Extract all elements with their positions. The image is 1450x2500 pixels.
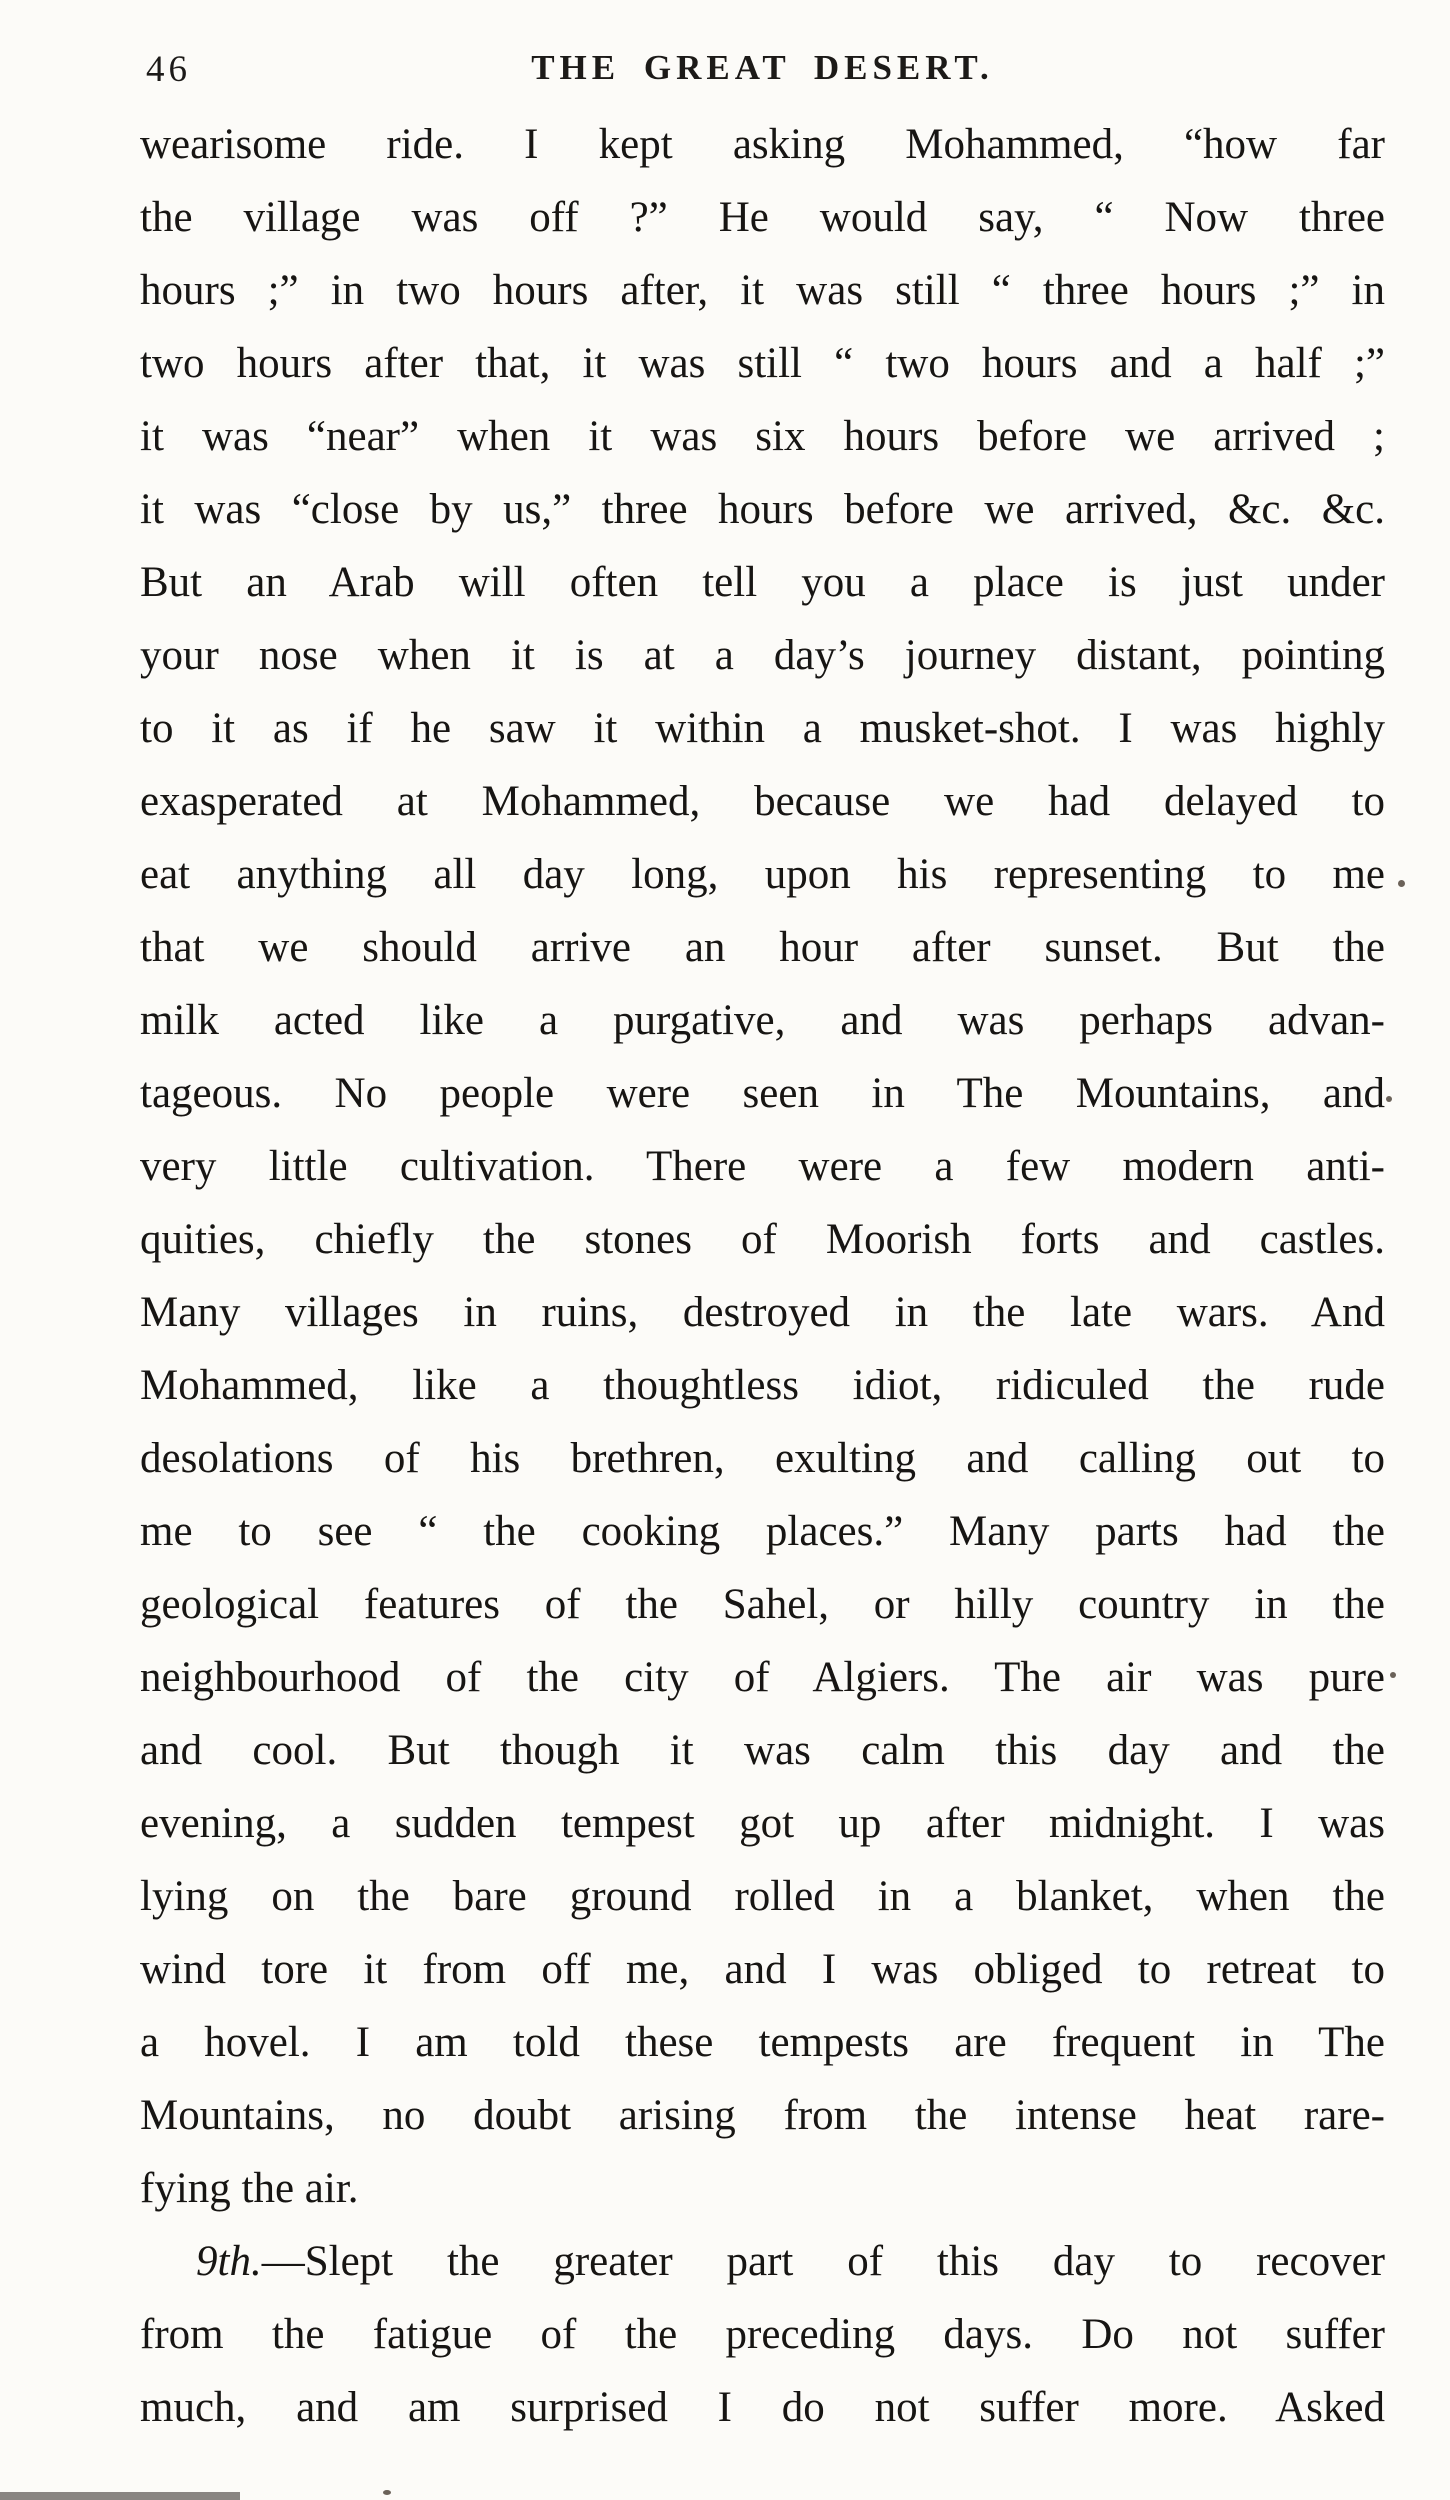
text-line: Mohammed, like a thoughtless idiot, ridiculed the rude bbox=[140, 1362, 1385, 1409]
text-line: and cool. But though it was calm this day and the bbox=[140, 1727, 1385, 1774]
text-line: fying the air. bbox=[140, 2165, 359, 2212]
text-line: neighbourhood of the city of Algiers. The air was pure bbox=[140, 1654, 1385, 1701]
text-line: tageous. No people were seen in The Mountains, and bbox=[140, 1070, 1385, 1117]
text-line: Many villages in ruins, destroyed in the late wars. And bbox=[140, 1289, 1385, 1336]
text-line: lying on the bare ground rolled in a blanket, when the bbox=[140, 1873, 1385, 1920]
text-line: much, and am surprised I do not suffer more. Asked bbox=[140, 2384, 1385, 2431]
text-line: wearisome ride. I kept asking Mohammed, “how far bbox=[140, 121, 1385, 168]
text-line: your nose when it is at a day’s journey distant, pointing bbox=[140, 632, 1385, 679]
text-block bbox=[140, 108, 1385, 2444]
text-line: evening, a sudden tempest got up after midnight. I was bbox=[140, 1800, 1385, 1847]
scan-edge-mark bbox=[0, 2492, 240, 2500]
text-line: 9th.—Slept the greater part of this day to recover bbox=[196, 2238, 1385, 2285]
text-line: to it as if he saw it within a musket-shot. I was highly bbox=[140, 705, 1385, 752]
text-line: me to see “ the cooking places.” Many parts had the bbox=[140, 1508, 1385, 1555]
text-line: Mountains, no doubt arising from the intense heat rare- bbox=[140, 2092, 1385, 2139]
text-line: two hours after that, it was still “ two hours and a half ;” bbox=[140, 340, 1385, 387]
text-line: very little cultivation. There were a few modern anti- bbox=[140, 1143, 1385, 1190]
scan-speck bbox=[1386, 1096, 1392, 1102]
page-header bbox=[140, 48, 1385, 100]
text-line: from the fatigue of the preceding days. Do not suffer bbox=[140, 2311, 1385, 2358]
text-line: milk acted like a purgative, and was perhaps advan- bbox=[140, 997, 1385, 1044]
text-line: hours ;” in two hours after, it was still “ three hours ;” in bbox=[140, 267, 1385, 314]
text-line: quities, chiefly the stones of Moorish forts and castles. bbox=[140, 1216, 1385, 1263]
scan-speck bbox=[1398, 880, 1405, 887]
scan-speck bbox=[1390, 1672, 1396, 1678]
paragraph bbox=[140, 108, 1385, 2225]
text-line: a hovel. I am told these tempests are frequent in The bbox=[140, 2019, 1385, 2066]
text-line: it was “close by us,” three hours before we arrived, &c. &c. bbox=[140, 486, 1385, 533]
page-number: 46 bbox=[146, 49, 191, 90]
text-line: that we should arrive an hour after sunset. But the bbox=[140, 924, 1385, 971]
journal-date-italic: 9th. bbox=[196, 2238, 262, 2285]
text-line: But an Arab will often tell you a place is just under bbox=[140, 559, 1385, 606]
text-line: desolations of his brethren, exulting and calling out to bbox=[140, 1435, 1385, 1482]
running-head: THE GREAT DESERT. bbox=[531, 48, 994, 87]
text-line: geological features of the Sahel, or hilly country in the bbox=[140, 1581, 1385, 1628]
text-line: the village was off ?” He would say, “ Now three bbox=[140, 194, 1385, 241]
scan-speck bbox=[383, 2490, 391, 2495]
text-line: wind tore it from off me, and I was obliged to retreat to bbox=[140, 1946, 1385, 1993]
text-line: eat anything all day long, upon his representing to me bbox=[140, 851, 1385, 898]
text-line: exasperated at Mohammed, because we had delayed to bbox=[140, 778, 1385, 825]
paragraph bbox=[140, 2225, 1385, 2444]
text-line: it was “near” when it was six hours before we arrived ; bbox=[140, 413, 1385, 460]
